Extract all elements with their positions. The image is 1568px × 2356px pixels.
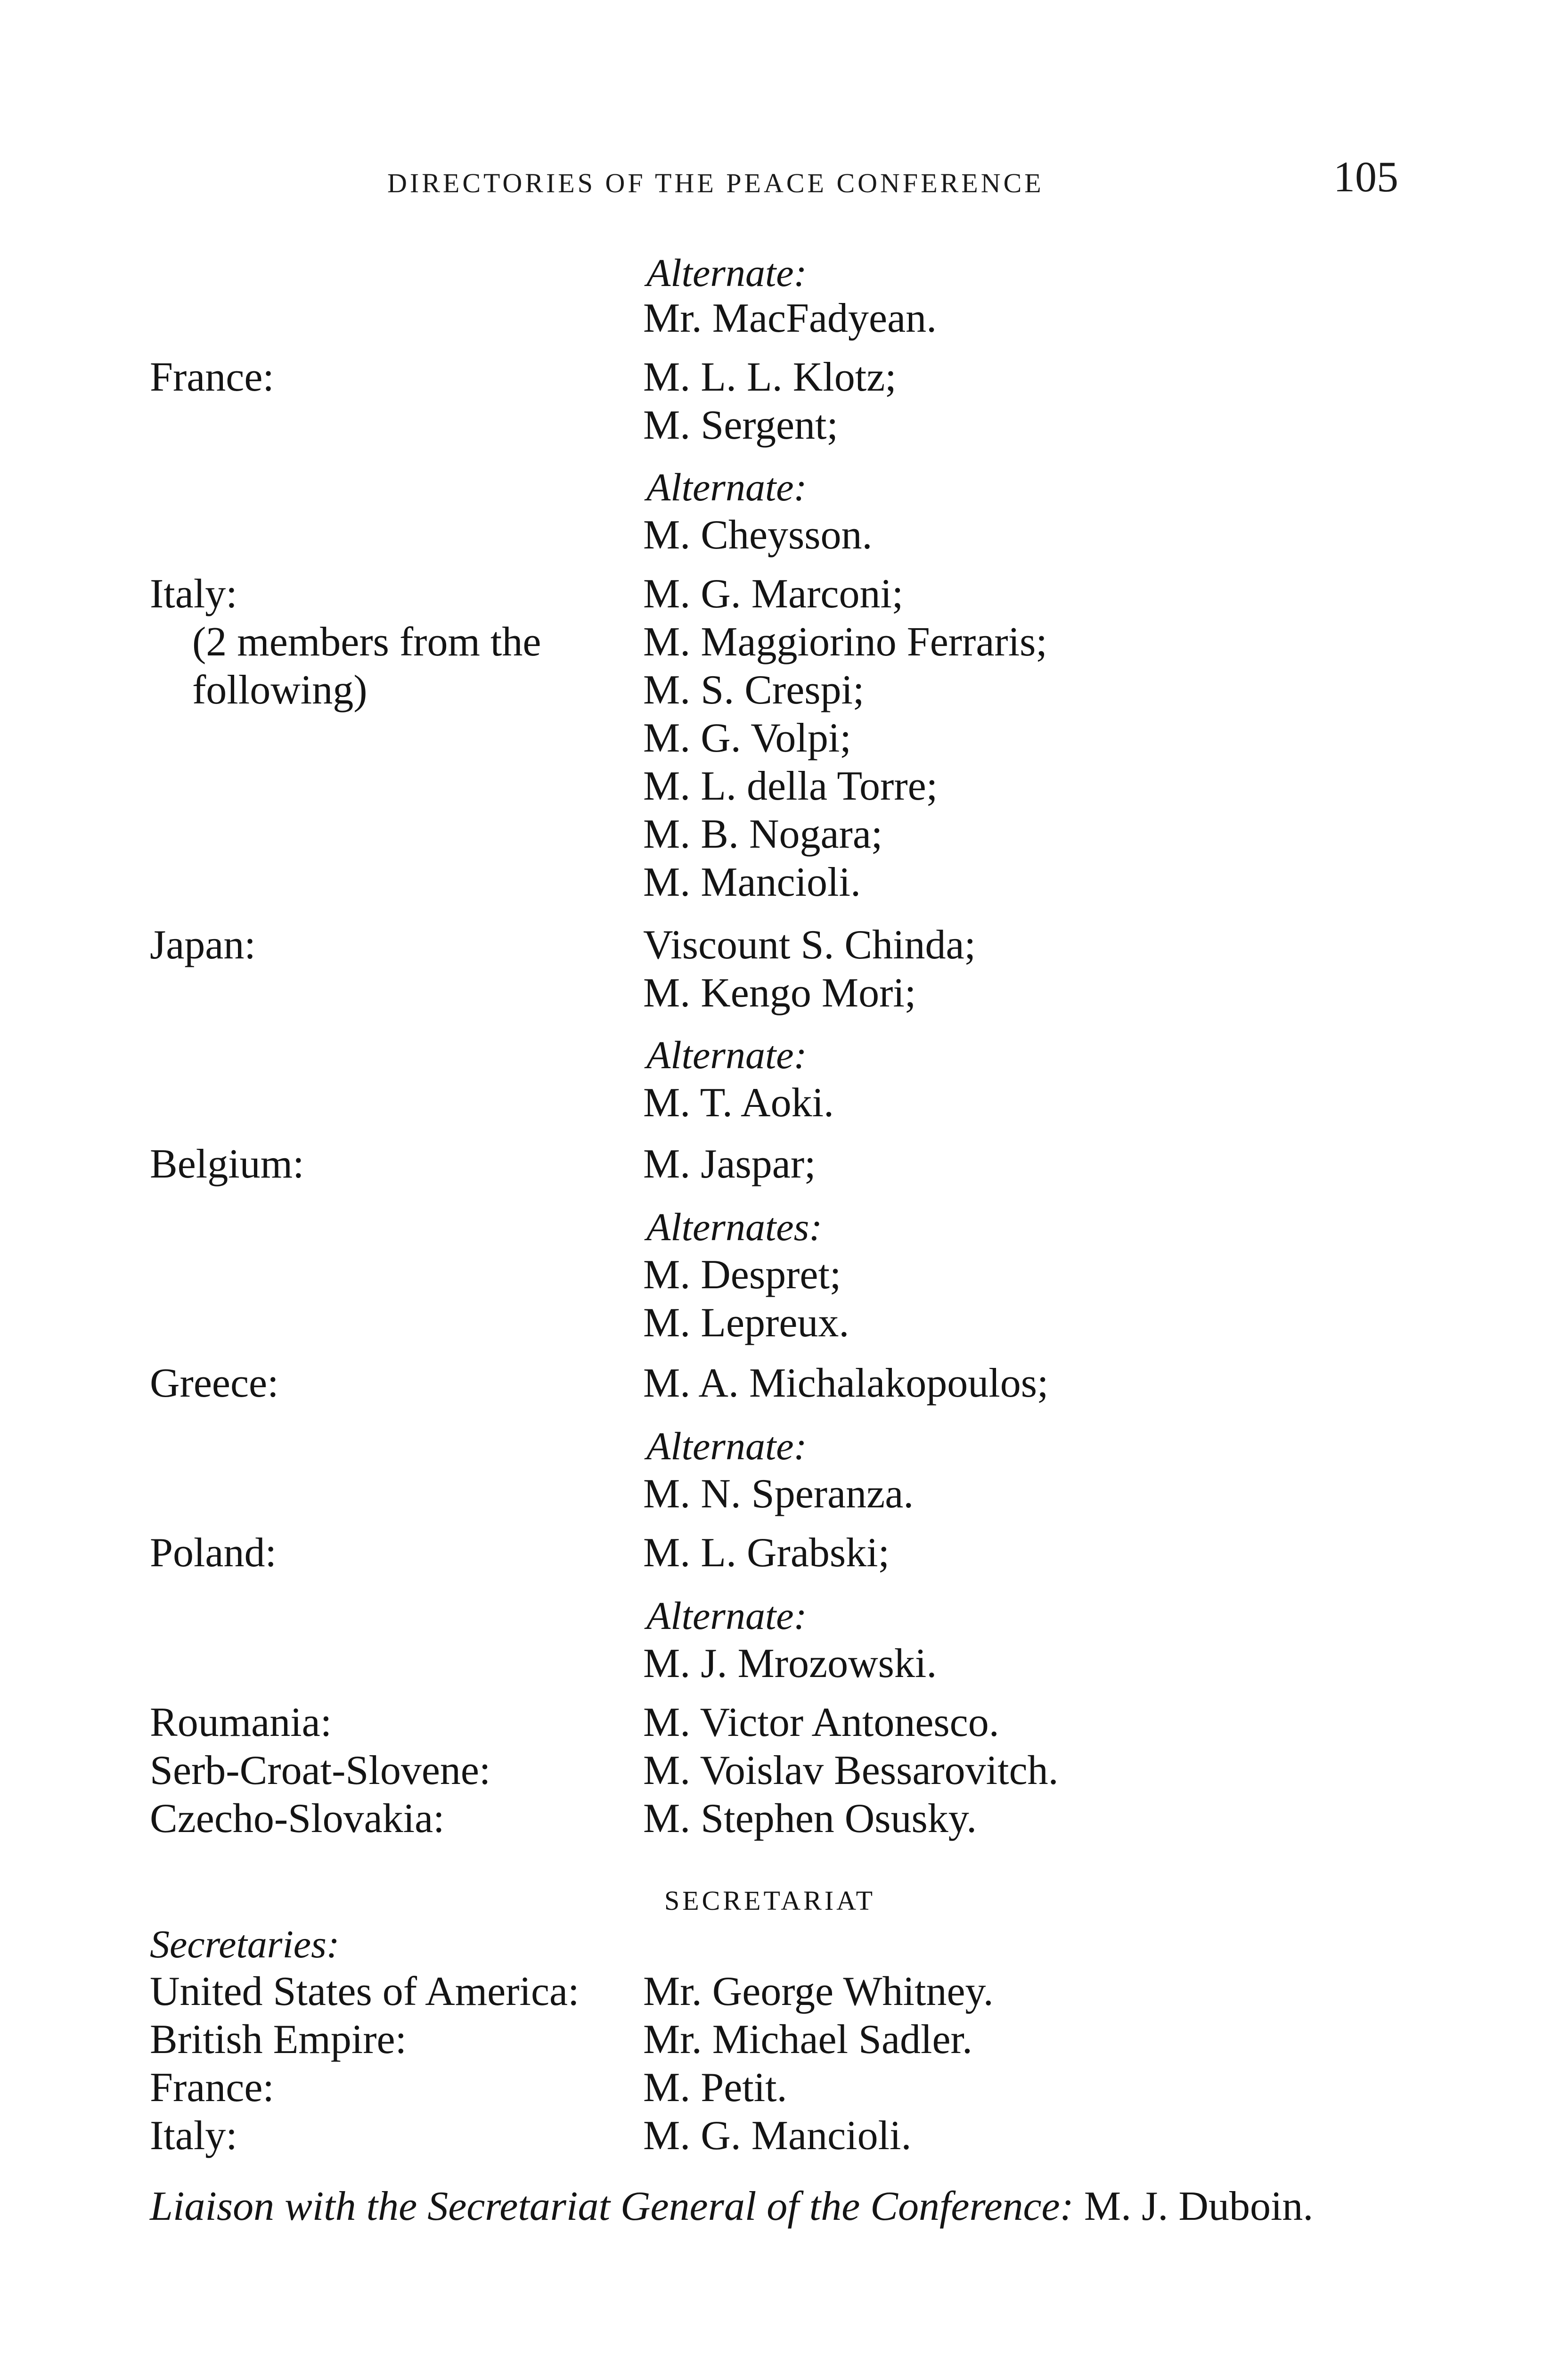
member-name: M. Kengo Mori; — [643, 970, 916, 1016]
alternate-name: M. T. Aoki. — [643, 1080, 834, 1126]
secretary-row — [150, 1968, 1422, 2016]
country-label-serb-croat-slovene: Serb-Croat-Slovene: — [150, 1748, 491, 1793]
member-name: M. L. L. Klotz; — [643, 354, 897, 400]
secretaries-label: Secretaries: — [150, 1922, 340, 1966]
france-members — [643, 353, 897, 450]
country-label-poland: Poland: — [150, 1530, 277, 1576]
italy-note-line: following) — [192, 667, 368, 713]
secretary-name: Mr. Michael Sadler. — [643, 2017, 972, 2062]
member-name: M. G. Marconi; — [643, 571, 904, 617]
alternate-name: M. J. Mrozowski. — [643, 1641, 937, 1686]
member-name: M. Victor Antonesco. — [643, 1700, 999, 1745]
country-label-belgium: Belgium: — [150, 1141, 304, 1187]
member-name: M. Jaspar; — [643, 1141, 816, 1187]
secretary-name: Mr. George Whitney. — [643, 1969, 994, 2014]
greece-alternates — [643, 1470, 914, 1518]
running-head: DIRECTORIES OF THE PEACE CONFERENCE — [387, 168, 1044, 198]
alternate-label: Alternates: — [646, 1205, 823, 1249]
poland-alternates — [643, 1640, 937, 1688]
japan-members — [643, 921, 976, 1017]
secretary-country: France: — [150, 2065, 274, 2111]
member-name: M. B. Nogara; — [643, 811, 883, 857]
member-name: M. Sergent; — [643, 402, 838, 448]
alternate-label: Alternate: — [646, 251, 807, 295]
alternate-label: Alternate: — [646, 1424, 807, 1468]
member-name: M. Voislav Bessarovitch. — [643, 1748, 1059, 1793]
secretary-name: M. Petit. — [643, 2065, 787, 2111]
alternate-name: M. N. Speranza. — [643, 1471, 914, 1517]
member-name: M. Stephen Osusky. — [643, 1796, 977, 1841]
alternate-label: Alternate: — [646, 1033, 807, 1077]
member-name: M. Maggiorino Ferraris; — [643, 619, 1047, 665]
country-label-france: France: — [150, 354, 274, 400]
italy-members — [643, 570, 1047, 907]
country-label-japan: Japan: — [150, 922, 256, 968]
page-number: 105 — [1333, 153, 1398, 201]
country-name: Italy: — [150, 571, 237, 617]
country-label-roumania: Roumania: — [150, 1700, 332, 1745]
secretary-row — [150, 2016, 1422, 2064]
serb-croat-slovene-members — [643, 1747, 1059, 1795]
country-label-czecho-slovakia: Czecho-Slovakia: — [150, 1796, 445, 1841]
top-alternate-names — [643, 294, 937, 343]
secretary-row — [150, 2112, 1422, 2160]
member-name: M. A. Michalakopoulos; — [643, 1360, 1049, 1406]
belgium-alternates — [643, 1251, 849, 1347]
poland-members — [643, 1529, 890, 1577]
section-heading: SECRETARIAT — [664, 1885, 876, 1916]
japan-alternates — [643, 1079, 834, 1127]
liaison-line — [150, 2183, 1313, 2230]
france-alternates — [643, 511, 873, 559]
greece-members — [643, 1359, 1048, 1407]
secretary-country: Italy: — [150, 2113, 237, 2159]
secretary-row — [150, 2064, 1422, 2112]
alternate-label: Alternate: — [646, 466, 807, 509]
alternate-name: M. Lepreux. — [643, 1300, 849, 1346]
secretary-country: United States of America: — [150, 1969, 580, 2014]
country-label-italy — [150, 570, 541, 714]
secretary-name: M. G. Mancioli. — [643, 2113, 912, 2159]
member-name: M. G. Volpi; — [643, 715, 851, 761]
member-name: M. L. Grabski; — [643, 1530, 890, 1576]
secretary-country: British Empire: — [150, 2017, 407, 2062]
liaison-label: Liaison with the Secretariat General of the Conference: — [150, 2184, 1074, 2229]
member-name: M. Mancioli. — [643, 859, 861, 905]
alternate-label: Alternate: — [646, 1594, 807, 1638]
roumania-members — [643, 1699, 999, 1747]
italy-note-line: (2 members from the — [192, 619, 541, 665]
alternate-name: M. Cheysson. — [643, 512, 873, 558]
alternate-name: Mr. MacFadyean. — [643, 295, 937, 341]
liaison-name: M. J. Duboin. — [1084, 2184, 1314, 2229]
belgium-members — [643, 1140, 816, 1188]
member-name: M. S. Crespi; — [643, 667, 865, 713]
czecho-slovakia-members — [643, 1795, 977, 1843]
alternate-name: M. Despret; — [643, 1252, 841, 1298]
country-label-greece: Greece: — [150, 1360, 279, 1406]
member-name: M. L. della Torre; — [643, 763, 938, 809]
member-name: Viscount S. Chinda; — [643, 922, 976, 968]
